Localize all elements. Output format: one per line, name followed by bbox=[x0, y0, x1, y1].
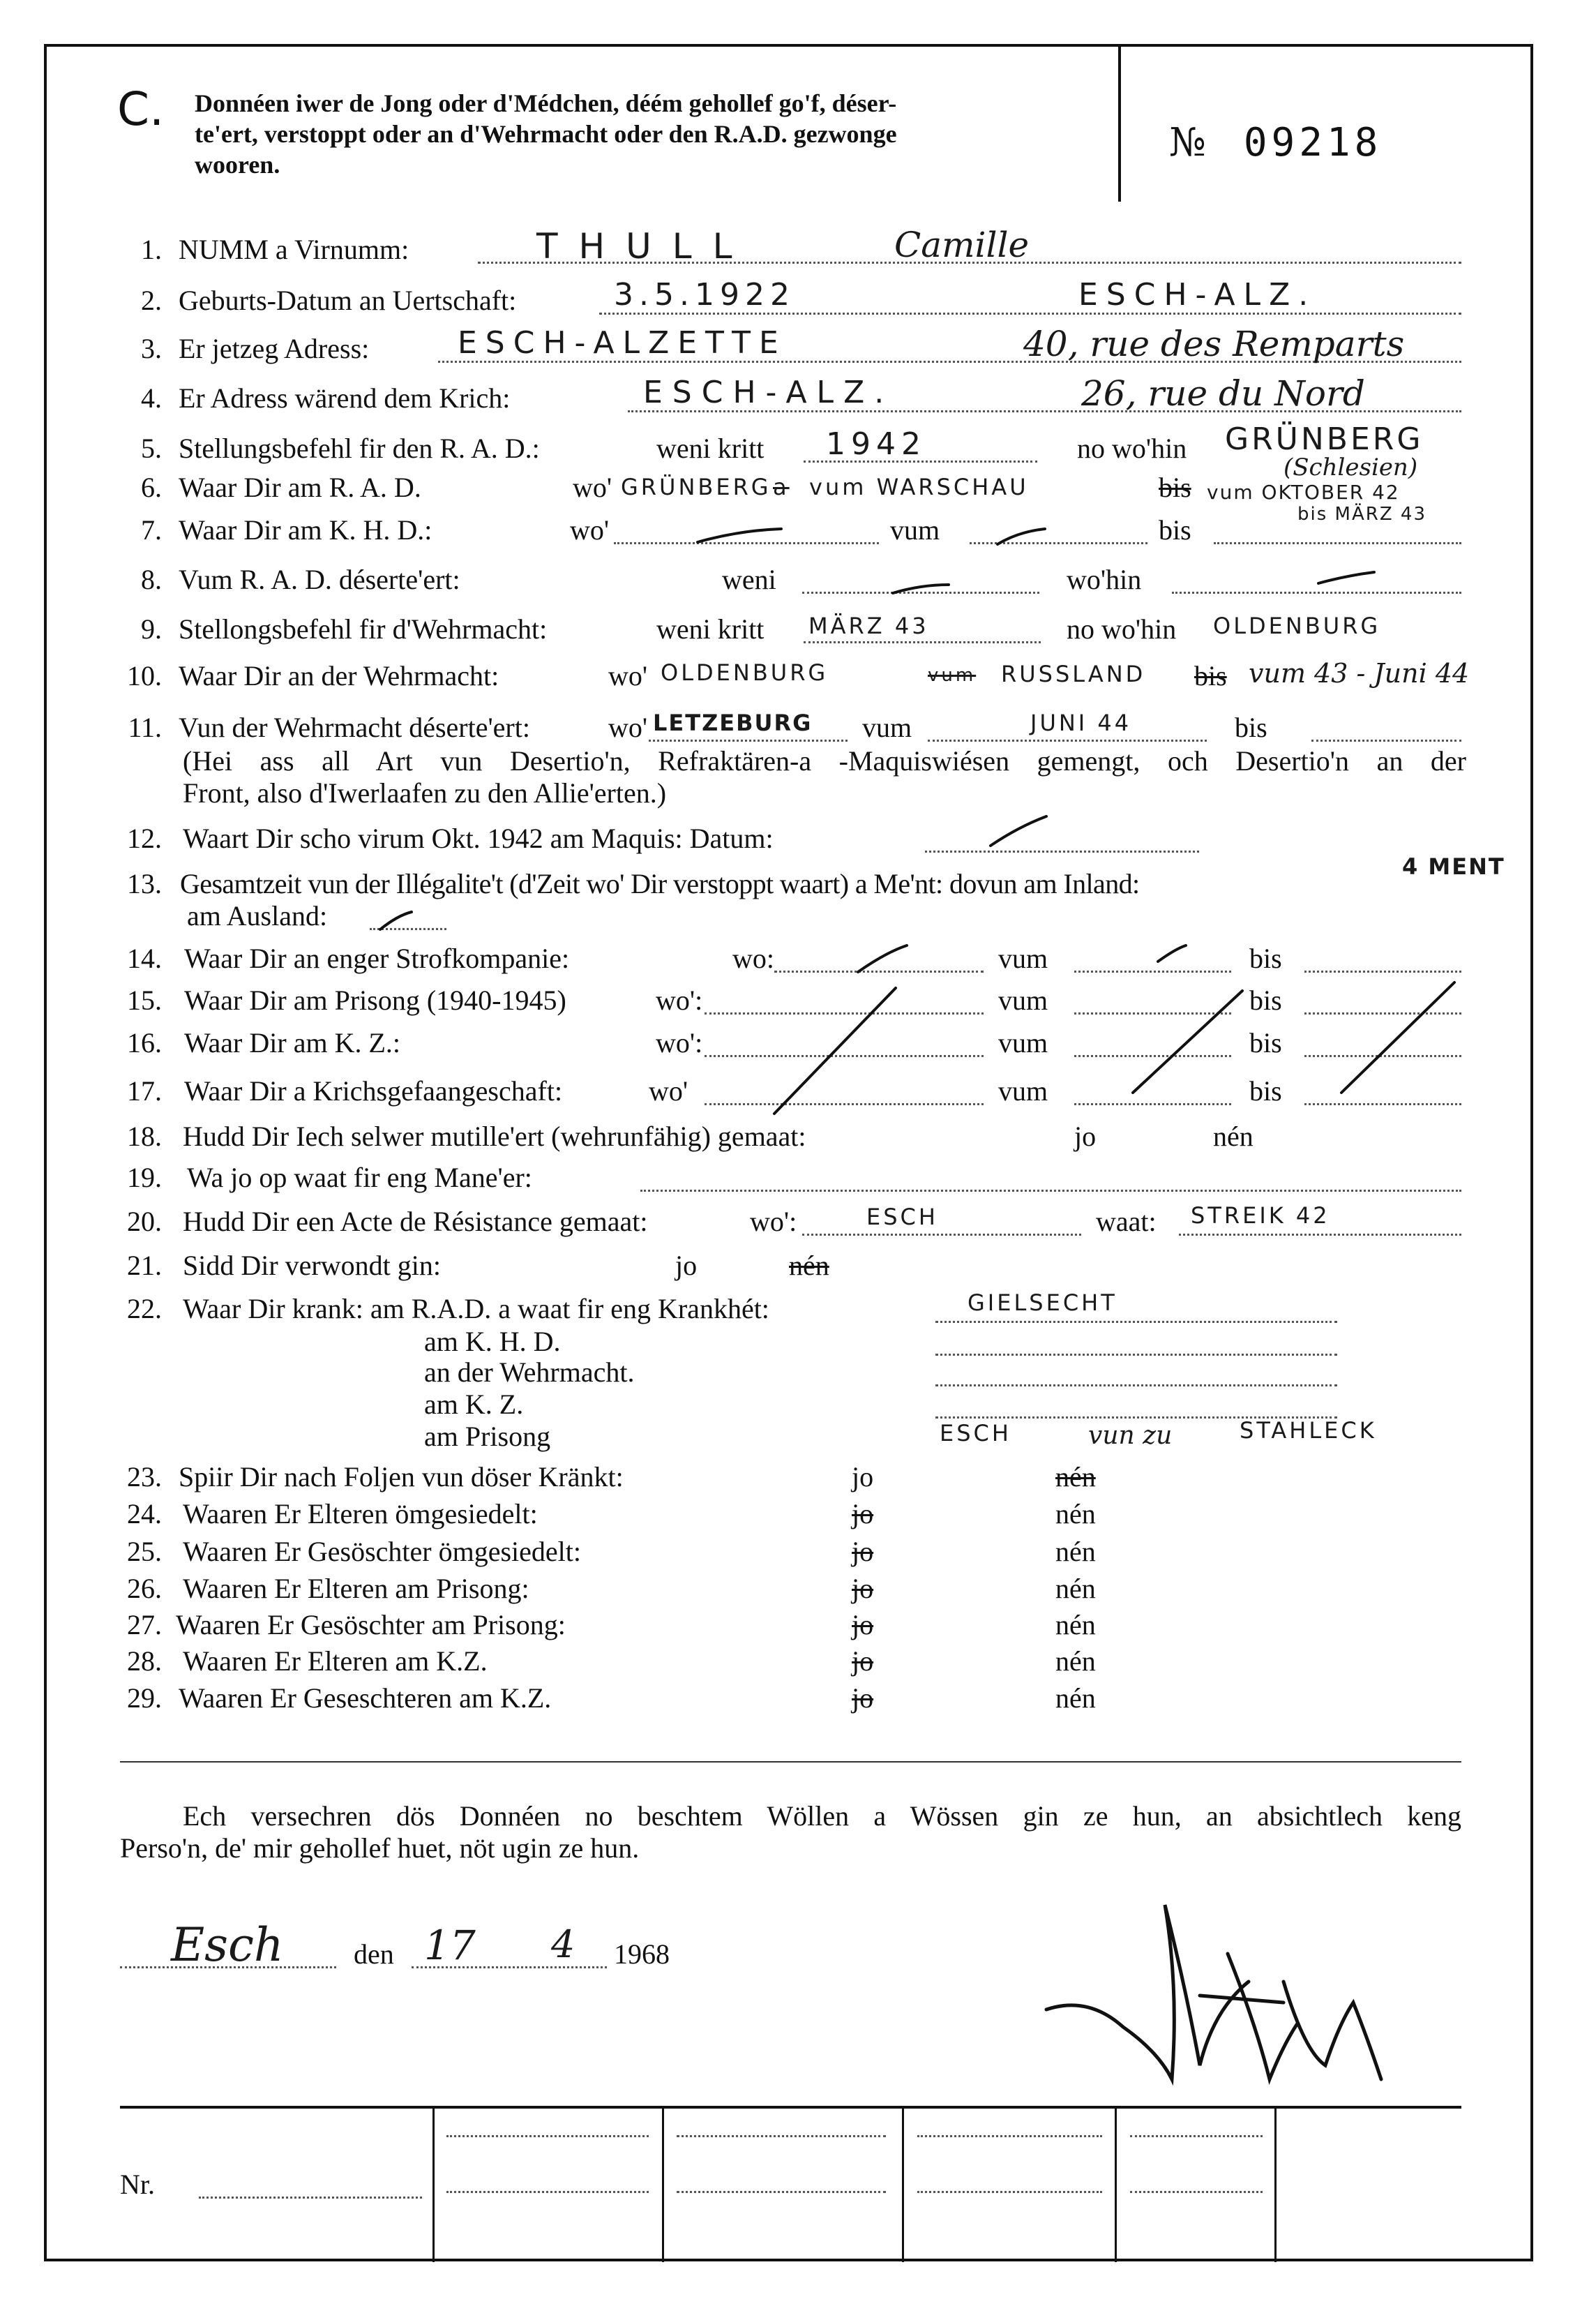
declaration-line: Ech versechren dös Donnéen no beschtem Wöllen a Wössen gin ze hun, an absichtlech keng bbox=[183, 1800, 1461, 1832]
field-label: Waaren Er Elteren am K.Z. bbox=[183, 1645, 488, 1677]
where-label: wo: bbox=[732, 943, 774, 974]
row-number: 24. bbox=[127, 1498, 162, 1529]
where-value: OLDENBURG bbox=[1213, 613, 1381, 639]
what-label: waat: bbox=[1096, 1206, 1157, 1237]
section-letter: C. bbox=[117, 82, 165, 136]
field-label: Waar Dir a Krichsgefaangeschaft: bbox=[184, 1075, 563, 1107]
where-label: wo': bbox=[656, 985, 703, 1016]
where-label: no wo'hin bbox=[1077, 433, 1187, 464]
field-label: Waar Dir am Prisong (1940-1945) bbox=[184, 985, 566, 1016]
slash-mark bbox=[774, 988, 896, 1114]
row-number: 20. bbox=[127, 1206, 162, 1237]
street-value: 26, rue du Nord bbox=[1081, 373, 1365, 414]
option-yes[interactable]: jo bbox=[1074, 1121, 1097, 1152]
option-no[interactable]: nén bbox=[1055, 1682, 1096, 1714]
from-value: JUNI 44 bbox=[1030, 710, 1132, 736]
field-label: Waart Dir scho virum Okt. 1942 am Maquis: Datum: bbox=[183, 823, 774, 854]
place-value: Esch bbox=[171, 1918, 284, 1972]
footer-input-line[interactable] bbox=[1130, 2135, 1263, 2137]
row-number: 3. bbox=[141, 333, 162, 364]
struck-text: vum bbox=[928, 665, 977, 686]
birth-place-value: ESCH-ALZ. bbox=[1078, 277, 1317, 313]
note-line: (Hei ass all Art vun Desertio'n, Refraktären-a -Maquiswiésen gemengt, och Desertio'n an der bbox=[183, 745, 1466, 777]
option-yes[interactable]: jo bbox=[675, 1250, 698, 1281]
inland-value: 4 MENT bbox=[1402, 853, 1505, 880]
until-label: bis bbox=[1249, 1027, 1282, 1058]
struck-text: bis bbox=[1194, 660, 1227, 691]
until-label: bis bbox=[1159, 472, 1191, 503]
from-label: vum bbox=[998, 985, 1048, 1016]
until-label: bis bbox=[1235, 712, 1267, 743]
prison-place-value: ESCH bbox=[940, 1420, 1011, 1446]
where-value: OLDENBURG bbox=[661, 659, 829, 686]
where-value: ESCH bbox=[866, 1204, 938, 1230]
field-label: Waar Dir an der Wehrmacht: bbox=[179, 660, 499, 691]
when-label: weni bbox=[722, 564, 776, 595]
where-label: wo' bbox=[570, 514, 610, 546]
option-no[interactable]: nén bbox=[1055, 1609, 1096, 1640]
row-number: 17. bbox=[127, 1075, 162, 1107]
row-number: 14. bbox=[127, 943, 162, 974]
option-no[interactable]: nén bbox=[789, 1250, 829, 1281]
field-label: Er jetzeg Adress: bbox=[179, 333, 370, 364]
row-number: 5. bbox=[141, 433, 162, 464]
field-label: am Ausland: bbox=[187, 900, 328, 931]
option-no[interactable]: nén bbox=[1055, 1536, 1096, 1567]
until-label: bis bbox=[1249, 1075, 1282, 1107]
number-value: 09218 bbox=[1243, 120, 1383, 165]
field-sublabel: am K. H. D. bbox=[424, 1326, 561, 1357]
row-number: 11. bbox=[128, 712, 162, 743]
row-number: 6. bbox=[141, 472, 162, 503]
prison-note-value: vun zu bbox=[1088, 1421, 1173, 1450]
where-note: (Schlesien) bbox=[1283, 454, 1418, 481]
where-label: wo'hin bbox=[1067, 564, 1142, 595]
when-label: weni kritt bbox=[656, 613, 765, 645]
dash-mark bbox=[858, 945, 907, 972]
nr-label: Nr. bbox=[120, 2169, 155, 2200]
where-label: no wo'hin bbox=[1067, 613, 1177, 645]
footer-input-line[interactable] bbox=[1130, 2191, 1263, 2193]
dash-mark bbox=[1318, 572, 1374, 583]
footer-input-line[interactable] bbox=[677, 2191, 886, 2193]
nr-input-line[interactable] bbox=[199, 2197, 422, 2199]
from-label: vum bbox=[862, 712, 912, 743]
dash-mark bbox=[698, 529, 781, 542]
footer-input-line[interactable] bbox=[917, 2135, 1102, 2137]
field-label: Waar Dir am K. H. D.: bbox=[179, 514, 432, 546]
field-label: Waar Dir an enger Strofkompanie: bbox=[184, 943, 570, 974]
title-line: wooren. bbox=[195, 151, 280, 179]
from-label: vum bbox=[998, 1027, 1048, 1058]
row-number: 26. bbox=[127, 1573, 162, 1604]
footer-input-line[interactable] bbox=[446, 2135, 649, 2137]
where-value: GRÜNBERG bbox=[621, 474, 771, 500]
field-label: Hudd Dir een Acte de Résistance gemaat: bbox=[183, 1206, 648, 1237]
field-sublabel: am Prisong bbox=[424, 1421, 551, 1452]
field-label: Spiir Dir nach Foljen vun döser Kränkt: bbox=[179, 1461, 624, 1492]
footer-top-rule bbox=[120, 2106, 1461, 2109]
town-value: ESCH-ALZ. bbox=[643, 375, 894, 410]
option-yes[interactable]: jo bbox=[852, 1645, 874, 1677]
field-sublabel: an der Wehrmacht. bbox=[424, 1356, 635, 1388]
field-label: Hudd Dir Iech selwer mutille'ert (wehrunfähig) gemaat: bbox=[183, 1121, 806, 1152]
field-label: Waar Dir am K. Z.: bbox=[184, 1027, 400, 1058]
where-label: wo': bbox=[750, 1206, 797, 1237]
field-label: Waaren Er Geseschteren am K.Z. bbox=[179, 1682, 552, 1714]
dash-mark bbox=[893, 585, 949, 593]
field-label: Er Adress wärend dem Krich: bbox=[179, 382, 511, 414]
field-label: Wa jo op waat fir eng Mane'er: bbox=[187, 1162, 532, 1193]
row-number: 29. bbox=[127, 1682, 162, 1714]
option-yes[interactable]: jo bbox=[852, 1682, 874, 1714]
option-yes[interactable]: jo bbox=[852, 1609, 874, 1640]
row-number: 12. bbox=[127, 823, 162, 854]
slash-mark bbox=[1133, 991, 1242, 1093]
where-label: wo' bbox=[649, 1075, 688, 1107]
row-number: 18. bbox=[127, 1121, 162, 1152]
footer-nr-row bbox=[0, 2170, 1596, 2199]
declaration-line: Perso'n, de' mir gehollef huet, nöt ugin ze hun. bbox=[120, 1832, 640, 1864]
row-number: 1. bbox=[141, 234, 162, 265]
row-number: 4. bbox=[141, 382, 162, 414]
note-line: Front, also d'Iwerlaafen zu den Allie'erten.) bbox=[183, 777, 667, 809]
row-number: 9. bbox=[141, 613, 162, 645]
where-label: wo' bbox=[573, 472, 612, 503]
surname-value: THULL bbox=[536, 226, 753, 267]
title-line: te'ert, verstoppt oder an d'Wehrmacht oder den R.A.D. gezwonge bbox=[195, 120, 897, 148]
what-value: STREIK 42 bbox=[1191, 1202, 1330, 1229]
field-label: Stellongsbefehl fir d'Wehrmacht: bbox=[179, 613, 548, 645]
dash-mark bbox=[998, 529, 1045, 544]
option-yes[interactable]: jo bbox=[852, 1461, 874, 1492]
from-value: RUSSLAND bbox=[1001, 661, 1146, 687]
field-label: Waar Dir krank: am R.A.D. a waat fir eng Krankhét: bbox=[183, 1293, 769, 1324]
field-label: Gesamtzeit vun der Illégalite't (d'Zeit wo' Dir verstoppt waart) a Me'nt: dovun am Inland: bbox=[180, 868, 1140, 899]
option-no[interactable]: nén bbox=[1055, 1573, 1096, 1604]
row-number: 13. bbox=[127, 868, 162, 899]
prison-camp-value: STAHLECK bbox=[1240, 1417, 1377, 1444]
option-no[interactable]: nén bbox=[1213, 1121, 1254, 1152]
option-no[interactable]: nén bbox=[1055, 1645, 1096, 1677]
field-label: Waar Dir am R. A. D. bbox=[179, 472, 421, 503]
until-value-2: bis MÄRZ 43 bbox=[1297, 504, 1426, 525]
field-label: Vum R. A. D. déserte'ert: bbox=[179, 564, 460, 595]
where-value: LETZEBURG bbox=[653, 710, 813, 736]
field-label: Waaren Er Gesöschter ömgesiedelt: bbox=[183, 1536, 581, 1567]
until-value: vum 43 - Juni 44 bbox=[1249, 658, 1470, 689]
row-number: 19. bbox=[127, 1162, 162, 1193]
slash-mark bbox=[1341, 982, 1454, 1093]
row-number: 22. bbox=[127, 1293, 162, 1324]
row-number: 25. bbox=[127, 1536, 162, 1567]
field-label: Sidd Dir verwondt gin: bbox=[183, 1250, 441, 1281]
field-label: Waaren Er Elteren ömgesiedelt: bbox=[183, 1498, 538, 1529]
field-label: Vun der Wehrmacht déserte'ert: bbox=[179, 712, 530, 743]
where-label: wo': bbox=[656, 1027, 703, 1058]
where-label: wo' bbox=[608, 712, 648, 743]
birth-date-value: 3.5.1922 bbox=[614, 277, 795, 313]
den-label: den bbox=[354, 1938, 394, 1970]
field-label: Waaren Er Gesöschter am Prisong: bbox=[176, 1609, 566, 1640]
number-sign: № bbox=[1169, 120, 1210, 165]
footer-input-line[interactable] bbox=[677, 2135, 886, 2137]
option-yes[interactable]: jo bbox=[852, 1573, 874, 1604]
field-label: NUMM a Virnumm: bbox=[179, 234, 409, 265]
until-value: vum OKTOBER 42 bbox=[1207, 481, 1400, 504]
row-number: 8. bbox=[141, 564, 162, 595]
row-number: 27. bbox=[127, 1609, 162, 1640]
until-label: bis bbox=[1249, 985, 1282, 1016]
row-number: 21. bbox=[127, 1250, 162, 1281]
field-label: Stellungsbefehl fir den R. A. D.: bbox=[179, 433, 540, 464]
where-value: GRÜNBERG bbox=[1225, 421, 1424, 457]
row-number: 23. bbox=[127, 1461, 162, 1492]
from-label: vum bbox=[998, 943, 1048, 974]
from-value: vum WARSCHAU bbox=[809, 474, 1029, 500]
row-number: 7. bbox=[141, 514, 162, 546]
footer-input-line[interactable] bbox=[917, 2191, 1102, 2193]
footer-input-line[interactable] bbox=[446, 2191, 649, 2193]
where-label: wo' bbox=[608, 660, 648, 691]
row-number: 2. bbox=[141, 285, 162, 316]
illness-rad-value: GIELSECHT bbox=[968, 1289, 1117, 1316]
row-number: 10. bbox=[127, 660, 162, 691]
field-label: Waaren Er Elteren am Prisong: bbox=[183, 1573, 529, 1604]
when-value: MÄRZ 43 bbox=[808, 613, 929, 639]
month-value: 4 bbox=[551, 1922, 575, 1966]
option-yes[interactable]: jo bbox=[852, 1498, 874, 1529]
field-label: Geburts-Datum an Uertschaft: bbox=[179, 285, 517, 316]
option-no[interactable]: nén bbox=[1055, 1498, 1096, 1529]
street-value: 40, rue des Remparts bbox=[1023, 324, 1405, 364]
dash-mark bbox=[991, 816, 1046, 846]
until-label: bis bbox=[1249, 943, 1282, 974]
signature bbox=[1046, 1905, 1381, 2079]
struck-text: a bbox=[773, 474, 790, 500]
option-no[interactable]: nén bbox=[1055, 1461, 1096, 1492]
day-value: 17 bbox=[424, 1922, 476, 1969]
row-number: 28. bbox=[127, 1645, 162, 1677]
field-sublabel: am K. Z. bbox=[424, 1389, 524, 1420]
dash-mark bbox=[380, 912, 412, 929]
firstname-value: Camille bbox=[894, 225, 1030, 265]
when-value: 1942 bbox=[826, 426, 926, 462]
row-number: 15. bbox=[127, 985, 162, 1016]
year-value: 1968 bbox=[614, 1938, 670, 1970]
option-yes[interactable]: jo bbox=[852, 1536, 874, 1567]
title-line: Donnéen iwer de Jong oder d'Médchen, déém gehollef go'f, déser- bbox=[195, 89, 897, 117]
row-number: 16. bbox=[127, 1027, 162, 1058]
from-label: vum bbox=[890, 514, 940, 546]
town-value: ESCH-ALZETTE bbox=[458, 325, 787, 361]
dash-mark bbox=[1158, 945, 1186, 962]
from-label: vum bbox=[998, 1075, 1048, 1107]
until-label: bis bbox=[1159, 514, 1191, 546]
when-label: weni kritt bbox=[656, 433, 765, 464]
